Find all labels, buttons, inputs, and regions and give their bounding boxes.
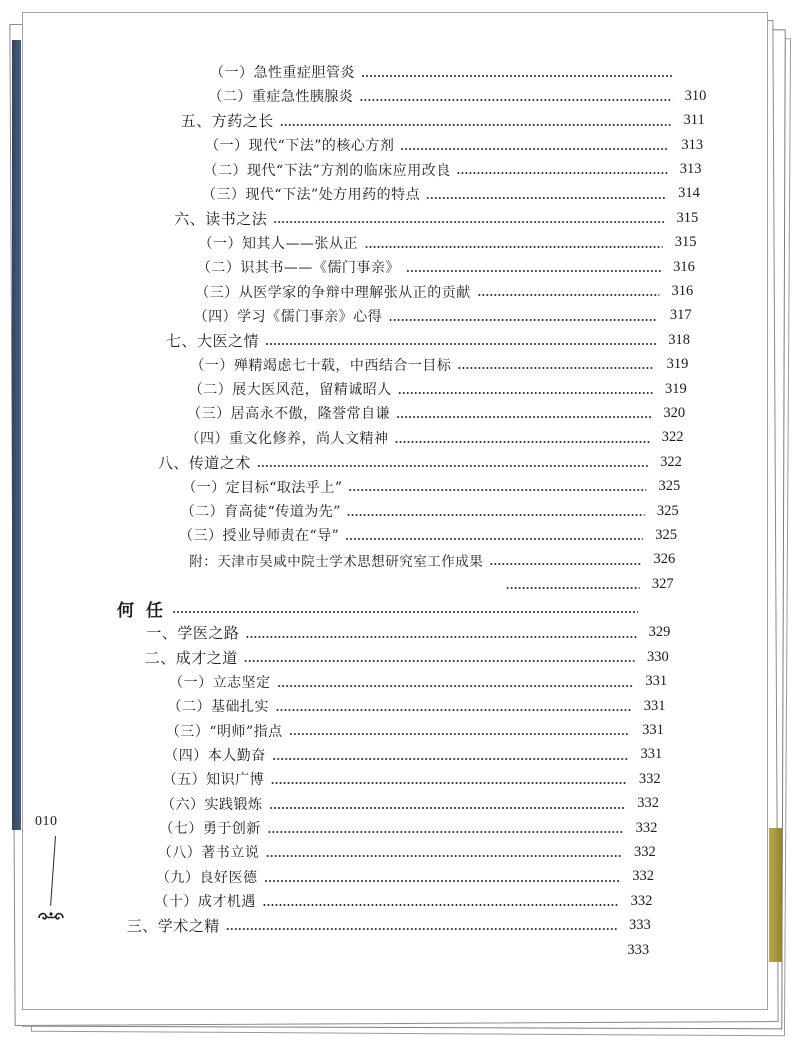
toc-row: [0, 670, 667, 694]
toc-entry-label: （二）育高徒“传道为先”: [180, 504, 341, 521]
toc-entry-label: （三）现代“下法”处方用药的特点: [201, 186, 421, 203]
toc-entry-label: （一）立志坚定: [169, 674, 271, 691]
toc-entry-label: （四）重文化修养，尚人文精神: [185, 430, 389, 447]
toc-page-number: 320: [663, 404, 686, 421]
leader-dots: [270, 767, 627, 791]
leader-dots: [275, 694, 632, 718]
toc-page-number: 315: [674, 234, 697, 251]
leader-dots: [400, 133, 669, 157]
toc-page-number: 327: [651, 575, 674, 592]
toc-row: [0, 84, 706, 108]
toc-row: [0, 157, 701, 181]
toc-entry-label: （八）著书立说: [157, 845, 260, 862]
toc-entry-label: （六）实践锻炼: [160, 796, 263, 813]
leader-dots: [265, 840, 622, 864]
toc-entry-label: （五）知识广博: [162, 772, 265, 789]
toc-row: [0, 889, 652, 913]
leader-dots: [280, 109, 671, 133]
toc-row: [0, 938, 649, 962]
toc-entry-label: （二）重症急性胰腺炎: [208, 89, 354, 106]
toc-row: [0, 474, 680, 498]
leader-dots: [359, 84, 672, 108]
toc-page-number: 331: [640, 746, 663, 763]
leader-dots: [267, 816, 624, 840]
leader-dots: [398, 377, 653, 401]
leader-dots: [268, 792, 625, 816]
toc-row: [0, 206, 698, 230]
toc-entry-label: （三）“明师”指点: [165, 723, 283, 740]
toc-entry-label: 七、大医之情: [166, 331, 260, 350]
cover-edge-strip: [769, 828, 782, 962]
toc-page-number: 318: [668, 331, 691, 348]
toc-entry-label: 五、方药之长: [180, 112, 274, 131]
toc-entry-label: 三、学术之精: [126, 917, 220, 936]
toc-row: [0, 60, 708, 84]
toc-page-number: 331: [645, 673, 668, 690]
toc-page-number: 311: [683, 112, 705, 129]
toc-page-number: 313: [679, 161, 702, 178]
toc-entry-label: （一）定目标“取法乎上”: [182, 479, 343, 496]
leader-dots: [244, 645, 635, 669]
toc-row: [0, 377, 687, 401]
toc-row: [0, 913, 651, 937]
toc-page-number: 332: [635, 819, 658, 836]
toc-page-number: 322: [661, 429, 684, 446]
toc-row: [0, 816, 657, 840]
leader-dots: [272, 743, 628, 767]
leader-dots: [361, 60, 674, 84]
table-of-contents: [0, 60, 708, 962]
toc-entry-label: （一）殚精竭虑七十载，中西结合一目标: [190, 357, 452, 374]
toc-row: [0, 401, 685, 425]
leader-dots: [364, 231, 663, 255]
toc-page-number: 315: [676, 209, 699, 226]
leader-dots: [489, 548, 641, 572]
leader-dots: [506, 572, 640, 596]
toc-page-number: 319: [665, 380, 687, 397]
toc-row: [0, 694, 666, 718]
toc-page-number: 317: [669, 307, 692, 324]
toc-page-number: 331: [643, 697, 666, 714]
leader-dots: [226, 913, 617, 937]
toc-row: [0, 621, 670, 645]
toc-page-number: 326: [653, 551, 676, 568]
toc-row: [0, 109, 705, 133]
toc-row: [0, 304, 692, 328]
toc-page-number: 333: [627, 941, 650, 958]
leader-dots: [273, 206, 664, 230]
leader-dots: [388, 304, 658, 328]
toc-row: [0, 792, 659, 816]
toc-row: [0, 548, 675, 572]
toc-page-number: 332: [632, 868, 655, 885]
toc-entry-label: （九）良好医德: [156, 869, 258, 886]
toc-row: [0, 865, 654, 889]
leader-dots: [289, 718, 630, 742]
toc-page-number: 316: [671, 283, 694, 299]
toc-row: [0, 840, 656, 864]
toc-row: [0, 767, 661, 791]
toc-entry-label: 八、传道之术: [157, 453, 251, 472]
toc-page-number: 316: [673, 258, 695, 275]
toc-entry-label: （一）急性重症胆管炎: [210, 64, 355, 81]
toc-page-number: 314: [678, 185, 700, 202]
leader-dots: [406, 255, 661, 279]
toc-entry-label: （四）学习《儒门事亲》心得: [193, 308, 383, 325]
toc-page-number: 332: [633, 843, 656, 860]
leader-dots: [396, 401, 651, 425]
toc-entry-label: （二）基础扎实: [167, 699, 269, 716]
toc-row: [0, 182, 700, 206]
toc-page-number: 330: [647, 648, 669, 665]
toc-entry-label: （七）勇于创新: [159, 821, 261, 838]
toc-row: [0, 133, 703, 157]
toc-row: [0, 499, 679, 523]
toc-entry-label: 二、成才之道: [144, 648, 238, 667]
toc-entry-label: 六、读书之法: [174, 209, 268, 228]
toc-page-number: 325: [656, 502, 679, 519]
toc-entry-label: 一、学医之路: [146, 624, 240, 643]
leader-dots: [349, 474, 647, 498]
leader-dots: [277, 670, 634, 694]
toc-entry-label: （三）从医学家的争辩中理解张从正的贡献: [195, 284, 471, 301]
toc-page-number: 331: [642, 722, 664, 739]
toc-row: [0, 352, 688, 376]
toc-entry-label: （三）居高永不傲，隆誉常自谦: [187, 406, 391, 423]
toc-page-number: 333: [629, 917, 651, 934]
toc-page-number: 322: [660, 453, 682, 470]
toc-page-number: 310: [684, 87, 707, 104]
toc-row: [0, 255, 695, 279]
toc-entry-label: 何 任: [117, 601, 166, 622]
toc-row: [0, 645, 669, 669]
leader-dots: [345, 523, 643, 547]
toc-page-number: 332: [637, 795, 659, 812]
toc-entry-label: （二）展大医风范，留精诚昭人: [188, 382, 392, 399]
leader-dots: [264, 865, 621, 889]
toc-entry-label: （一）知其人——张从正: [198, 235, 359, 252]
leader-dots: [172, 596, 638, 620]
toc-row: [0, 279, 693, 303]
leader-dots: [457, 352, 654, 376]
toc-entry-label: （三）授业导师责在“导”: [178, 528, 340, 545]
toc-page-number: 319: [666, 356, 689, 373]
toc-row: [0, 718, 664, 742]
toc-page-number: 325: [655, 526, 677, 543]
toc-entry-label: 附：天津市吴咸中院士学术思想研究室工作成果: [189, 553, 484, 570]
leader-dots: [262, 889, 619, 913]
folio-page-number: 010: [35, 814, 58, 829]
ornament-icon: [37, 909, 65, 925]
leader-dots: [477, 279, 659, 303]
leader-dots: [426, 182, 666, 206]
leader-dots: [245, 621, 636, 645]
leader-dots: [257, 450, 648, 474]
toc-row: [0, 426, 683, 450]
toc-page-number: 329: [648, 624, 671, 641]
toc-row: [0, 450, 682, 474]
toc-row: [0, 596, 672, 620]
toc-entry-label: （二）识其书——《儒门事亲》: [196, 260, 400, 277]
toc-entry-label: （一）现代“下法”的核心方剂: [205, 138, 395, 155]
toc-entry-label: （十）成才机遇: [154, 894, 256, 911]
toc-row: [0, 328, 690, 352]
toc-entry-label: （四）本人勤奋: [164, 747, 266, 764]
toc-row: [0, 523, 677, 547]
toc-page-number: 332: [638, 770, 661, 787]
toc-row: [0, 743, 662, 767]
leader-dots: [347, 499, 645, 523]
leader-dots: [265, 328, 656, 352]
leader-dots: [457, 157, 668, 181]
toc-row: [0, 572, 674, 596]
toc-page-number: 313: [681, 136, 704, 153]
leader-dots: [394, 426, 649, 450]
toc-row: [0, 231, 697, 255]
toc-entry-label: （二）现代“下法”方剂的临床应用改良: [203, 162, 451, 179]
toc-page-number: 332: [630, 892, 653, 909]
toc-page-number: 325: [658, 478, 681, 495]
